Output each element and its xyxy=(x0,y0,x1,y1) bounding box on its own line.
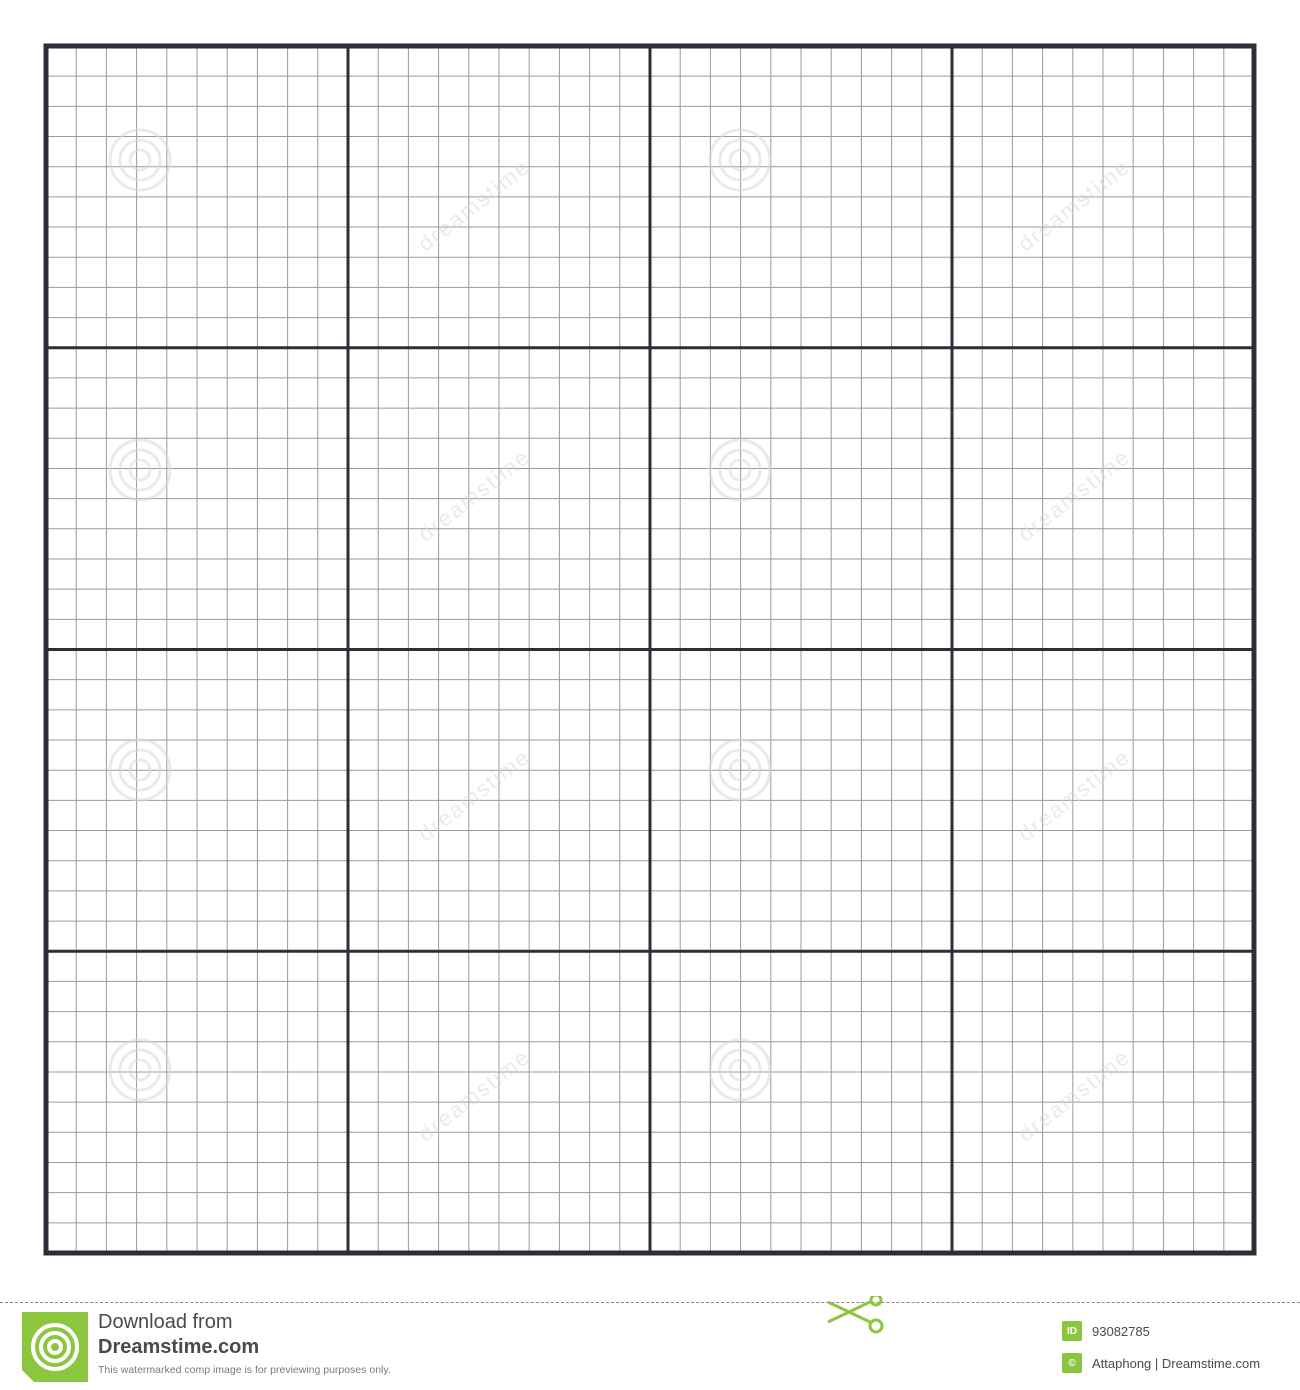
brand-text-block xyxy=(98,1310,391,1378)
dashed-divider xyxy=(0,1302,1300,1303)
watermark-text: dreamstime xyxy=(1013,443,1136,547)
watermark-text: dreamstime xyxy=(1013,153,1136,257)
watermark-text: dreamstime xyxy=(1013,1043,1136,1147)
watermark-text: dreamstime xyxy=(413,443,536,547)
watermark-stamp xyxy=(413,154,535,257)
id-badge: ID xyxy=(1062,1321,1082,1341)
watermark-stamp xyxy=(413,1044,535,1147)
watermark-stamp xyxy=(110,440,170,500)
copyright-icon: © xyxy=(1062,1353,1082,1373)
watermark-stamp xyxy=(1013,444,1135,547)
watermark-stamp xyxy=(710,1040,770,1100)
preview-note: This watermarked comp image is for previewing purposes only. xyxy=(98,1364,391,1376)
watermark-layer xyxy=(110,130,1135,1146)
image-id-row xyxy=(1062,1320,1150,1342)
site-name: Dreamstime.com xyxy=(98,1336,260,1358)
watermark-stamp xyxy=(413,444,535,547)
author-row xyxy=(1062,1352,1260,1374)
watermark-stamp xyxy=(710,440,770,500)
scissors-icon xyxy=(826,1296,888,1336)
watermark-text: dreamstime xyxy=(413,743,536,847)
author-credit: Attaphong | Dreamstime.com xyxy=(1092,1355,1261,1371)
watermark-stamp xyxy=(710,130,770,190)
watermark-stamp xyxy=(110,130,170,190)
watermark-text: dreamstime xyxy=(413,153,536,257)
watermark-text: dreamstime xyxy=(1013,743,1136,847)
watermark-text: dreamstime xyxy=(413,1043,536,1147)
watermark-stamp xyxy=(1013,154,1135,257)
download-label: Download from xyxy=(98,1311,233,1333)
watermark-footer xyxy=(0,1296,1300,1390)
image-id: 93082785 xyxy=(1092,1323,1150,1339)
dreamstime-logo-icon xyxy=(22,1312,88,1382)
watermark-stamp xyxy=(110,1040,170,1100)
watermark-stamp xyxy=(1013,1044,1135,1147)
